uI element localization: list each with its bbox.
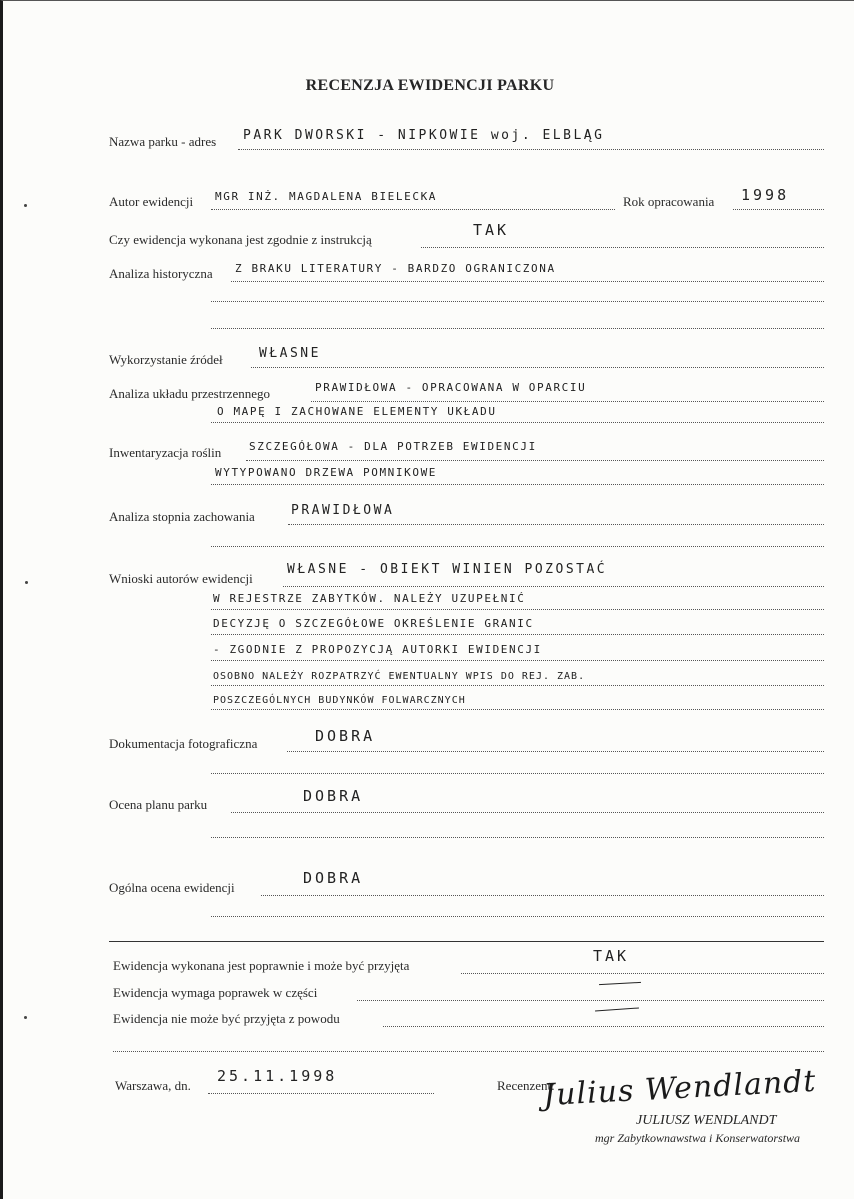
section-divider [109, 941, 824, 942]
park-name-line [238, 149, 824, 150]
date-value: 25.11.1998 [217, 1067, 338, 1085]
conclusions-value-2: W REJESTRZE ZABYTKÓW. NALEŻY UZUPEŁNIĆ [213, 592, 526, 605]
signature-image: Julius Wendlandt [542, 1063, 818, 1114]
conclusions-line-6 [211, 709, 824, 710]
photo-value: DOBRA [315, 727, 376, 745]
scan-speck [24, 1016, 27, 1019]
plants-line-1 [246, 460, 824, 461]
conclusions-line-5 [211, 685, 824, 686]
layout-line-1 [311, 401, 824, 402]
history-line-3 [211, 328, 824, 329]
conclusions-line-3 [211, 634, 824, 635]
reviewer-title: mgr Zabytkownawstwa i Konserwatorstwa [595, 1131, 801, 1145]
conclusions-value-5: OSOBNO NALEŻY ROZPATRZYĆ EWENTUALNY WPIS DO REJ. ZAB. [213, 671, 586, 682]
preservation-value: PRAWIDŁOWA [291, 503, 395, 518]
corrections-dash [599, 982, 641, 985]
sources-label: Wykorzystanie źródeł [109, 352, 223, 367]
instruction-label: Czy ewidencja wykonana jest zgodnie z instrukcją [109, 232, 372, 247]
preservation-line-2 [211, 546, 824, 547]
plants-line-2 [211, 484, 824, 485]
conclusions-value-6: POSZCZEGÓLNYCH BUDYNKÓW FOLWARCZNYCH [213, 695, 466, 706]
plan-label: Ocena planu parku [109, 797, 208, 812]
author-line [211, 209, 615, 210]
rejected-label: Ewidencja nie może być przyjęta z powodu [113, 1011, 340, 1026]
park-name-value: PARK DWORSKI - NIPKOWIE woj. ELBLĄG [243, 128, 605, 143]
preservation-line-1 [288, 524, 824, 525]
scan-speck [25, 581, 28, 584]
year-label: Rok opracowania [623, 194, 715, 209]
sources-value: WŁASNE [259, 346, 321, 361]
reviewer-name: JULIUSZ WENDLANDT [636, 1113, 777, 1128]
date-line [208, 1093, 434, 1094]
photo-line-2 [211, 773, 824, 774]
reviewer-label: Recenzent: [497, 1078, 555, 1093]
rejected-line-2 [113, 1051, 824, 1052]
place-date-label: Warszawa, dn. [115, 1078, 191, 1093]
conclusions-label: Wnioski autorów ewidencji [109, 571, 253, 586]
overall-value: DOBRA [303, 869, 364, 887]
plants-value-2: WYTYPOWANO DRZEWA POMNIKOWE [215, 466, 438, 479]
photo-line-1 [287, 751, 824, 752]
conclusions-value-3: DECYZJĘ O SZCZEGÓŁOWE OKREŚLENIE GRANIC [213, 617, 534, 630]
layout-value-1: PRAWIDŁOWA - OPRACOWANA W OPARCIU [315, 381, 587, 394]
form-title: RECENZJA EWIDENCJI PARKU [305, 77, 555, 94]
conclusions-value-1: WŁASNE - OBIEKT WINIEN POZOSTAĆ [287, 562, 608, 577]
author-value: MGR INŻ. MAGDALENA BIELECKA [215, 190, 438, 203]
preservation-label: Analiza stopnia zachowania [109, 509, 255, 524]
plan-value: DOBRA [303, 787, 364, 805]
corrections-label: Ewidencja wymaga poprawek w części [113, 985, 318, 1000]
rejected-dash [595, 1007, 639, 1011]
instruction-value: TAK [473, 221, 510, 239]
history-label: Analiza historyczna [109, 266, 213, 281]
overall-label: Ogólna ocena ewidencji [109, 880, 235, 895]
corrections-line [357, 1000, 824, 1001]
accepted-label: Ewidencja wykonana jest poprawnie i może być przyjęta [113, 958, 410, 973]
layout-line-2 [211, 422, 824, 423]
year-line [733, 209, 824, 210]
scan-speck [24, 204, 27, 207]
overall-line-1 [261, 895, 824, 896]
layout-label: Analiza układu przestrzennego [109, 386, 270, 401]
conclusions-line-1 [283, 586, 824, 587]
instruction-line [421, 247, 824, 248]
rejected-line [383, 1026, 824, 1027]
year-value: 1998 [741, 186, 790, 204]
plants-value-1: SZCZEGÓŁOWA - DLA POTRZEB EWIDENCJI [249, 440, 537, 453]
accepted-line [461, 973, 824, 974]
plan-line-1 [231, 812, 824, 813]
sources-line [251, 367, 824, 368]
overall-line-2 [211, 916, 824, 917]
conclusions-line-2 [211, 609, 824, 610]
park-name-label: Nazwa parku - adres [109, 134, 217, 149]
accepted-mark: TAK [593, 947, 630, 965]
layout-value-2: O MAPĘ I ZACHOWANE ELEMENTY UKŁADU [217, 405, 497, 418]
plants-label: Inwentaryzacja roślin [109, 445, 222, 460]
history-value: Z BRAKU LITERATURY - BARDZO OGRANICZONA [235, 262, 556, 275]
history-line-2 [211, 301, 824, 302]
conclusions-value-4: - ZGODNIE Z PROPOZYCJĄ AUTORKI EWIDENCJI [213, 643, 542, 656]
photo-label: Dokumentacja fotograficzna [109, 736, 258, 751]
author-label: Autor ewidencji [109, 194, 194, 209]
conclusions-line-4 [211, 660, 824, 661]
history-line-1 [231, 281, 824, 282]
plan-line-2 [211, 837, 824, 838]
